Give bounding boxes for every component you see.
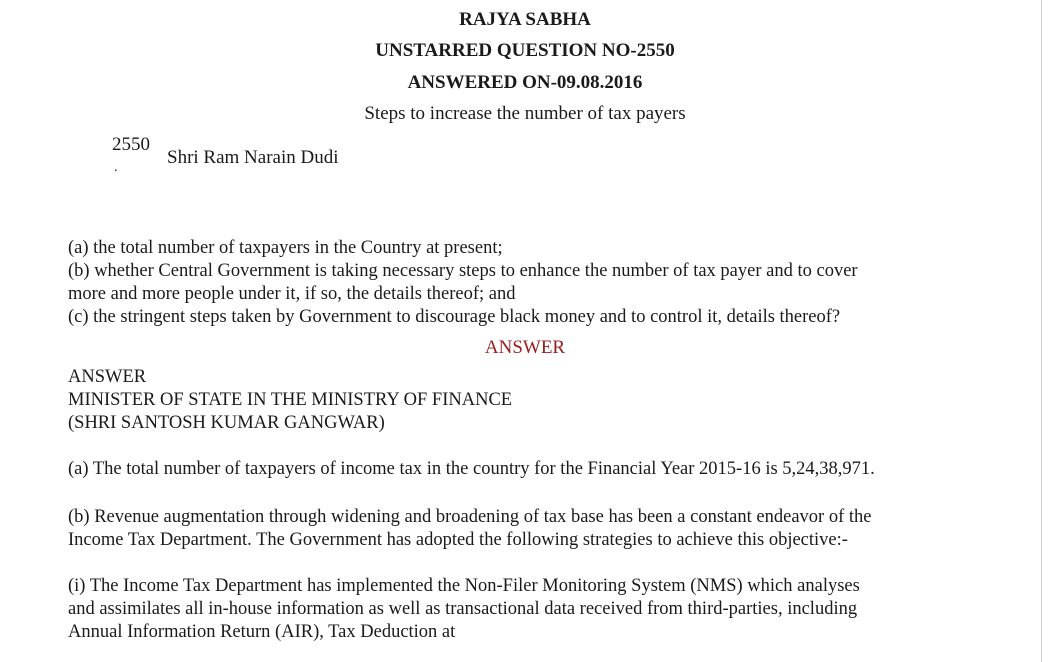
question-type: UNSTARRED QUESTION NO-2550 <box>375 40 675 61</box>
page-border <box>1041 0 1042 662</box>
house-title: RAJYA SABHA <box>459 9 591 30</box>
question-subject: Steps to increase the number of tax payers <box>364 103 686 124</box>
answer-para-i-line: (i) The Income Tax Department has implemented the Non-Filer Monitoring System (NMS) which analyses <box>68 576 860 596</box>
question-number: 2550 <box>112 134 150 155</box>
answered-date: ANSWERED ON-09.08.2016 <box>407 72 643 93</box>
answer-heading: ANSWER <box>484 337 566 358</box>
answer-para-a: (a) The total number of taxpayers of income tax in the country for the Financial Year 2015-16 is 5,24,38,971. <box>68 459 875 479</box>
question-line: (c) the stringent steps taken by Government to discourage black money and to control it, details thereof? <box>68 307 841 327</box>
minister-title: MINISTER OF STATE IN THE MINISTRY OF FINANCE <box>68 390 513 410</box>
answer-para-b-line: (b) Revenue augmentation through widening and broadening of tax base has been a constant endeavor of the <box>68 507 872 527</box>
answer-label: ANSWER <box>68 367 147 387</box>
minister-name: (SHRI SANTOSH KUMAR GANGWAR) <box>68 413 385 433</box>
answer-para-b <box>68 506 1028 552</box>
minister-block <box>68 366 1028 435</box>
member-name: Shri Ram Narain Dudi <box>167 147 339 168</box>
answer-para-i-line: Annual Information Return (AIR), Tax Deduction at <box>68 622 456 642</box>
answer-para-i <box>68 575 1028 644</box>
question-number-dot: . <box>114 160 118 175</box>
answer-para-b-line: Income Tax Department. The Government has adopted the following strategies to achieve this objective:- <box>68 530 848 550</box>
question-text <box>68 237 1028 329</box>
question-line: (a) the total number of taxpayers in the Country at present; <box>68 238 503 258</box>
question-line: more and more people under it, if so, the details thereof; and <box>68 284 516 304</box>
question-line: (b) whether Central Government is taking necessary steps to enhance the number of tax payer and to cover <box>68 261 858 281</box>
answer-para-i-line: and assimilates all in-house information as well as transactional data received from third-parties, including <box>68 599 858 619</box>
